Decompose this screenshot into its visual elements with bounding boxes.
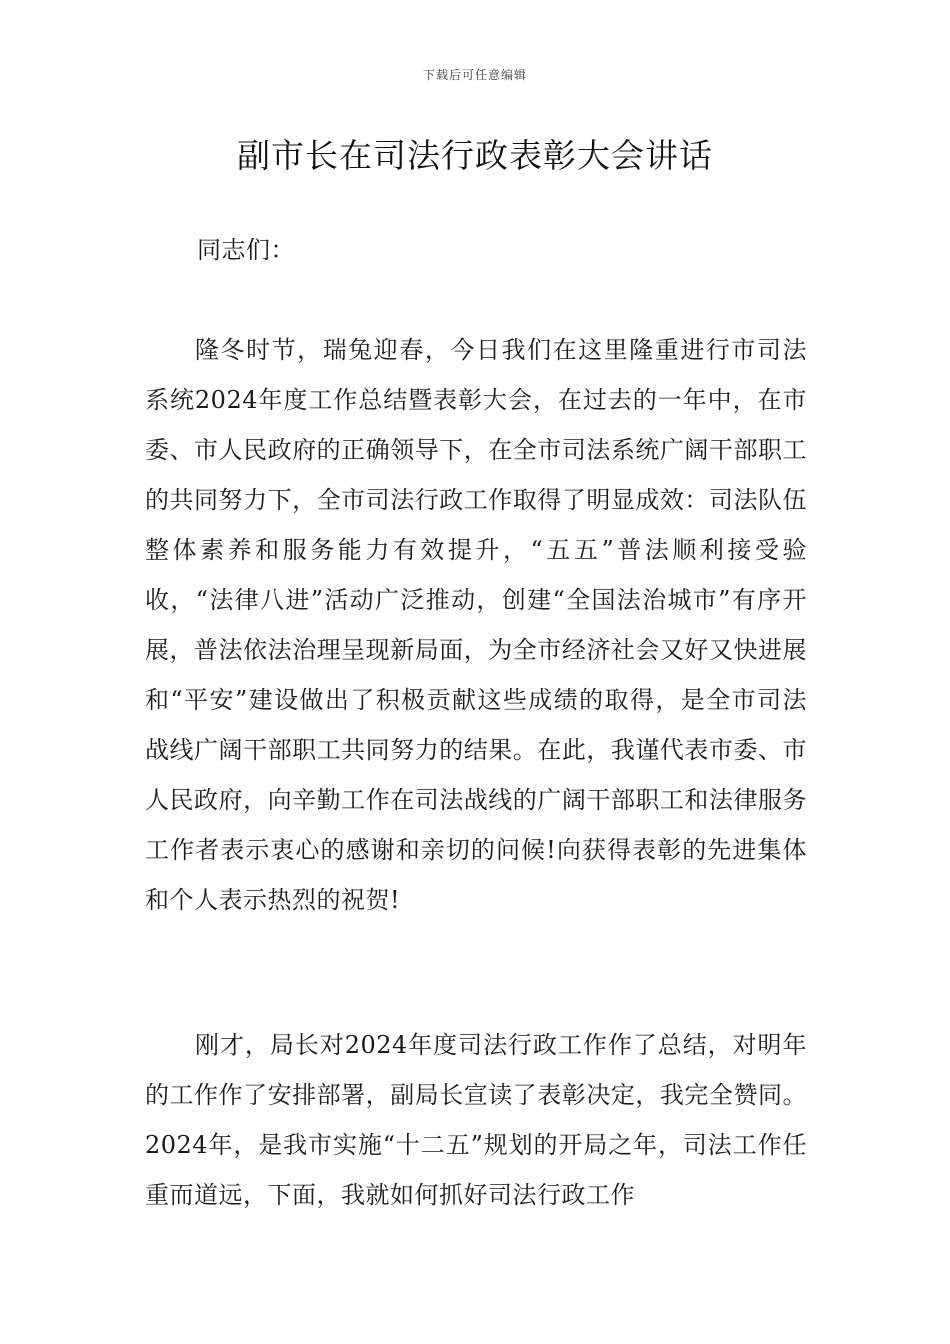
body-paragraph: 刚才，局长对2024年度司法行政工作作了总结，对明年的工作作了安排部署，副局长宣读了表彰决定，我完全赞同。2024年，是我市实施“十二五”规划的开局之年，司法工作任重而道远，下面，我就如何抓好司法行政工作 bbox=[145, 1031, 807, 1209]
header-note: 下载后可任意编辑 bbox=[422, 68, 527, 82]
greeting: 同志们： bbox=[197, 236, 295, 264]
body-paragraph: 隆冬时节，瑞兔迎春，今日我们在这里隆重进行市司法系统2024年度工作总结暨表彰大会，在过去的一年中，在市委、市人民政府的正确领导下，在全市司法系统广阔干部职工的共同努力下，全市司法行政工作取得了明显成效：司法队伍整体素养和服务能力有效提升，“五五”普法顺利接受验收，“法律八进”活动广泛推动，创建“全国法治城市”有序开展，普法依法治理呈现新局面，为全市经济社会又好又快进展和“平安”建设做出了积极贡献这些成绩的取得，是全市司法战线广阔干部职工共同努力的结果。在此，我谨代表市委、市人民政府，向辛勤工作在司法战线的广阔干部职工和法律服务工作者表示衷心的感谢和亲切的问候!向获得表彰的先进集体和个人表示热烈的祝贺! bbox=[145, 336, 807, 914]
document-title: 副市长在司法行政表彰大会讲话 bbox=[237, 136, 713, 175]
